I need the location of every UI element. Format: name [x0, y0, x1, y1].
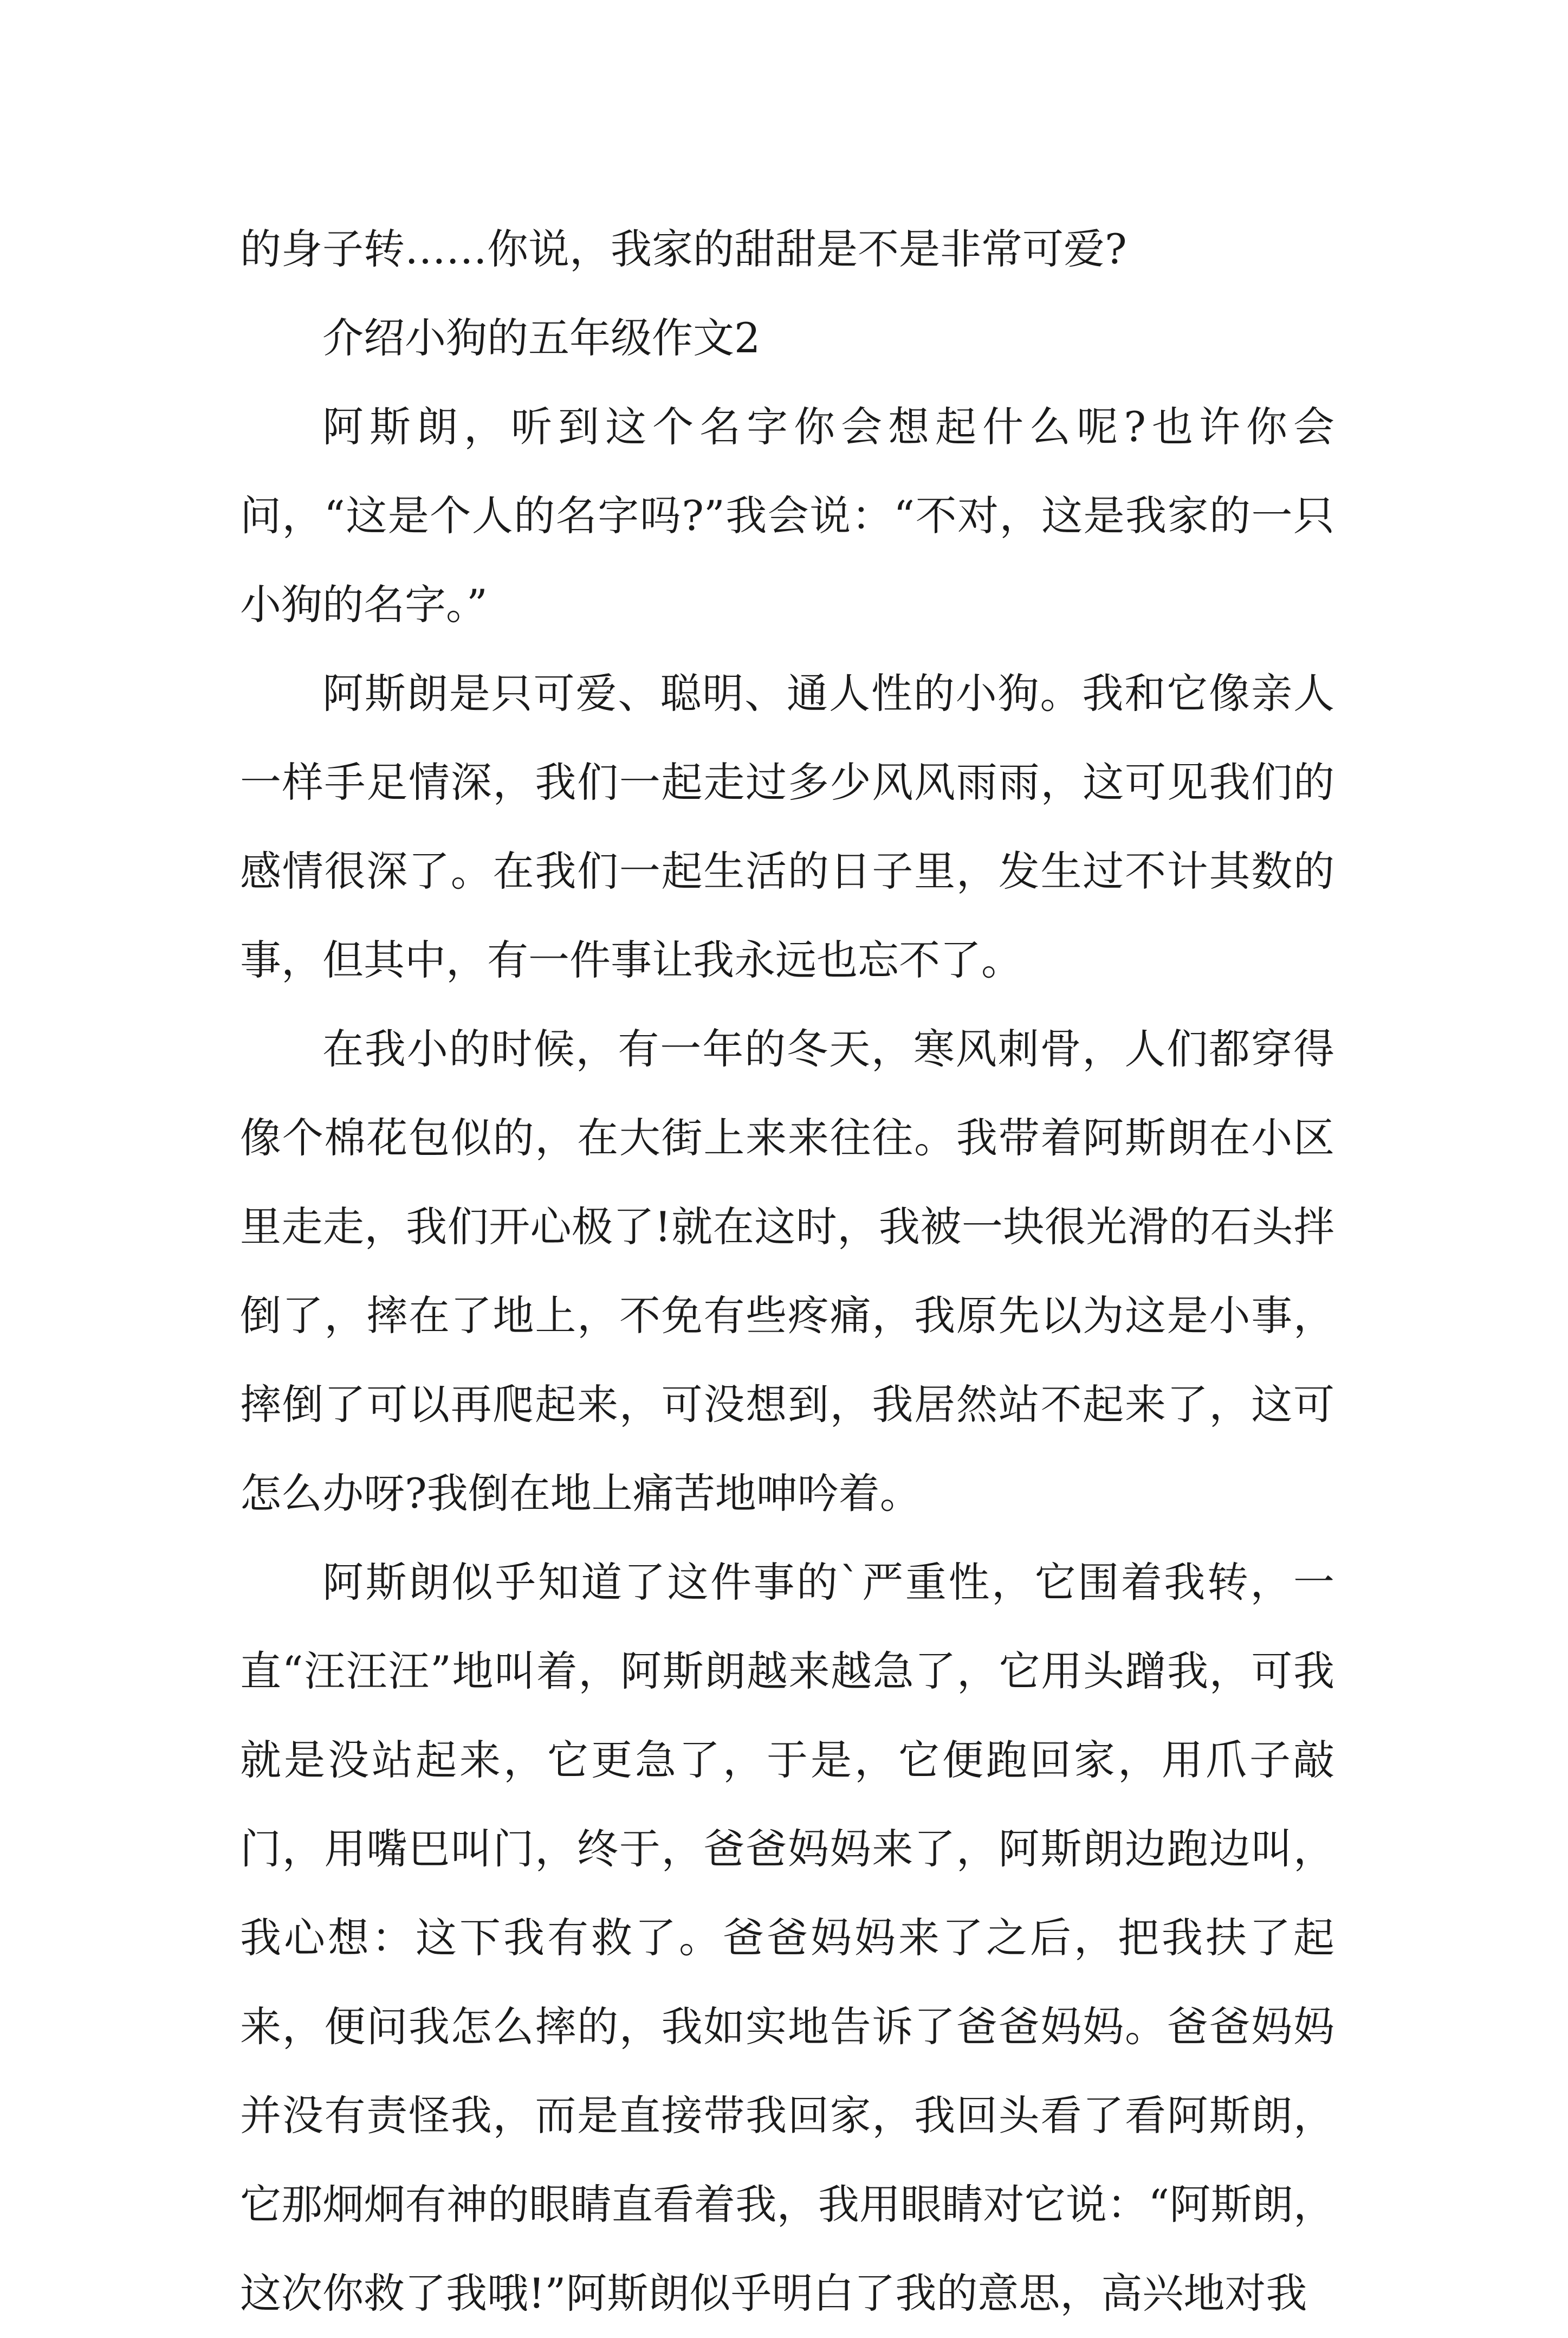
essay-body	[240, 205, 1334, 2338]
paragraph-description: 阿斯朗是只可爱、聪明、通人性的小狗。我和它像亲人一样手足情深，我们一起走过多少风风雨雨，这可见我们的感情很深了。在我们一起生活的日子里，发生过不计其数的事，但其中，有一件事让我永远也忘不了。	[240, 669, 1334, 984]
paragraph-continuation: 的身子转……你说，我家的甜甜是不是非常可爱?	[240, 225, 1127, 273]
essay-title: 介绍小狗的五年级作文2	[322, 314, 761, 362]
paragraph-story-start: 在我小的时候，有一年的冬天，寒风刺骨，人们都穿得像个棉花包似的，在大街上来来往往。我带着阿斯朗在小区里走走，我们开心极了!就在这时，我被一块很光滑的石头拌倒了，摔在了地上，不免有些疼痛，我原先以为这是小事，摔倒了可以再爬起来，可没想到，我居然站不起来了，这可怎么办呀?我倒在地上痛苦地呻吟着。	[240, 1025, 1334, 1517]
paragraph-story-rescue: 阿斯朗似乎知道了这件事的`严重性，它围着我转，一直“汪汪汪”地叫着，阿斯朗越来越急了，它用头蹭我，可我就是没站起来，它更急了，于是，它便跑回家，用爪子敲门，用嘴巴叫门，终于，爸爸妈妈来了，阿斯朗边跑边叫，我心想：这下我有救了。爸爸妈妈来了之后，把我扶了起来，便问我怎么摔的，我如实地告诉了爸爸妈妈。爸爸妈妈并没有责怪我，而是直接带我回家，我回头看了看阿斯朗，它那炯炯有神的眼睛直看着我，我用眼睛对它说：“阿斯朗，这次你救了我哦!”阿斯朗似乎明白了我的意思，高兴地对我	[240, 1558, 1334, 2317]
paragraph-intro: 阿斯朗，听到这个名字你会想起什么呢?也许你会问，“这是个人的名字吗?”我会说：“不对，这是我家的一只小狗的名字。”	[240, 403, 1334, 629]
